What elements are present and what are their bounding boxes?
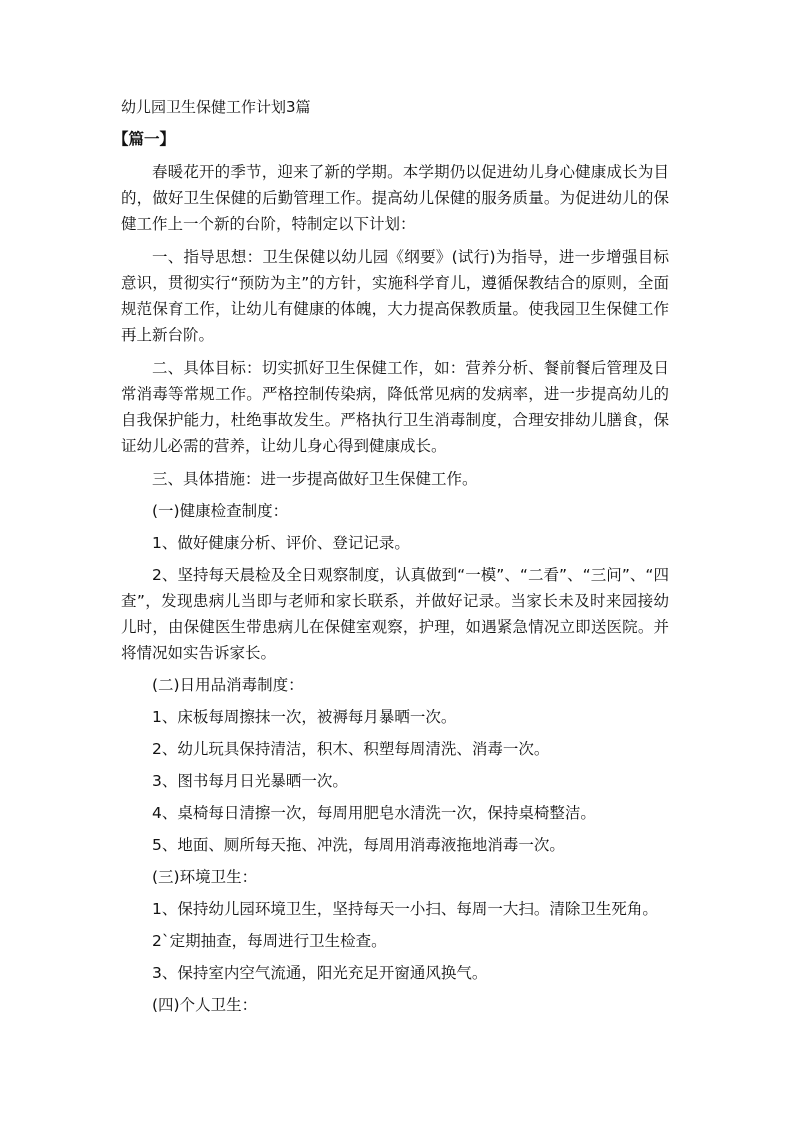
list-item: 3、保持室内空气流通，阳光充足开窗通风换气。 bbox=[152, 964, 488, 982]
subsection-heading: (二)日用品消毒制度： bbox=[152, 676, 304, 694]
list-item: 2`定期抽查，每周进行卫生检查。 bbox=[152, 932, 387, 950]
intro-paragraph: 春暖花开的季节，迎来了新的学期。本学期仍以促进幼儿身心健康成长为目的，做好卫生保健的后勤管理工作。提高幼儿保健的服务质量。为促进幼儿的保健工作上一个新的台阶，特制定以下计划： bbox=[121, 163, 669, 233]
section-heading: 【篇一】 bbox=[113, 130, 176, 148]
list-item: 1、床板每周擦抹一次，被褥每月暴晒一次。 bbox=[152, 708, 457, 726]
list-item: 4、桌椅每日清擦一次，每周用肥皂水清洗一次，保持桌椅整洁。 bbox=[152, 804, 596, 822]
document-body bbox=[121, 159, 669, 1018]
specific-measures-heading: 三、具体措施：进一步提高做好卫生保健工作。 bbox=[152, 470, 478, 488]
subsection-heading: (一)健康检查制度： bbox=[152, 502, 289, 520]
subsection-heading: (三)环境卫生： bbox=[152, 868, 258, 886]
list-item: 2、坚持每天晨检及全日观察制度，认真做到“一模”、“二看”、“三问”、“四查”，发现患病儿当即与老师和家长联系，并做好记录。当家长未及时来园接幼儿时，由保健医生带患病儿在保健室观察，护理，如遇紧急情况立即送医院。并将情况如实告诉家长。 bbox=[121, 566, 669, 662]
list-item: 1、做好健康分析、评价、登记记录。 bbox=[152, 534, 410, 552]
subsection-heading: (四)个人卫生： bbox=[152, 996, 258, 1014]
guiding-principle-paragraph: 一、指导思想：卫生保健以幼儿园《纲要》(试行)为指导，进一步增强目标意识，贯彻实行“预防为主”的方针，实施科学育儿，遵循保教结合的原则，全面规范保育工作，让幼儿有健康的体魄，大力提高保教质量。使我园卫生保健工作再上新台阶。 bbox=[121, 248, 669, 344]
list-item: 5、地面、厕所每天拖、冲洗，每周用消毒液拖地消毒一次。 bbox=[152, 836, 565, 854]
list-item: 1、保持幼儿园环境卫生，坚持每天一小扫、每周一大扫。清除卫生死角。 bbox=[152, 900, 658, 918]
list-item: 2、幼儿玩具保持清洁，积木、积塑每周清洗、消毒一次。 bbox=[152, 740, 550, 758]
list-item: 3、图书每月日光暴晒一次。 bbox=[152, 772, 348, 790]
document-title: 幼儿园卫生保健工作计划3篇 bbox=[121, 98, 311, 116]
specific-goals-paragraph: 二、具体目标：切实抓好卫生保健工作，如：营养分析、餐前餐后管理及日常消毒等常规工作。严格控制传染病，降低常见病的发病率，进一步提高幼儿的自我保护能力，杜绝事故发生。严格执行卫生消毒制度，合理安排幼儿膳食，保证幼儿必需的营养，让幼儿身心得到健康成长。 bbox=[121, 359, 669, 455]
